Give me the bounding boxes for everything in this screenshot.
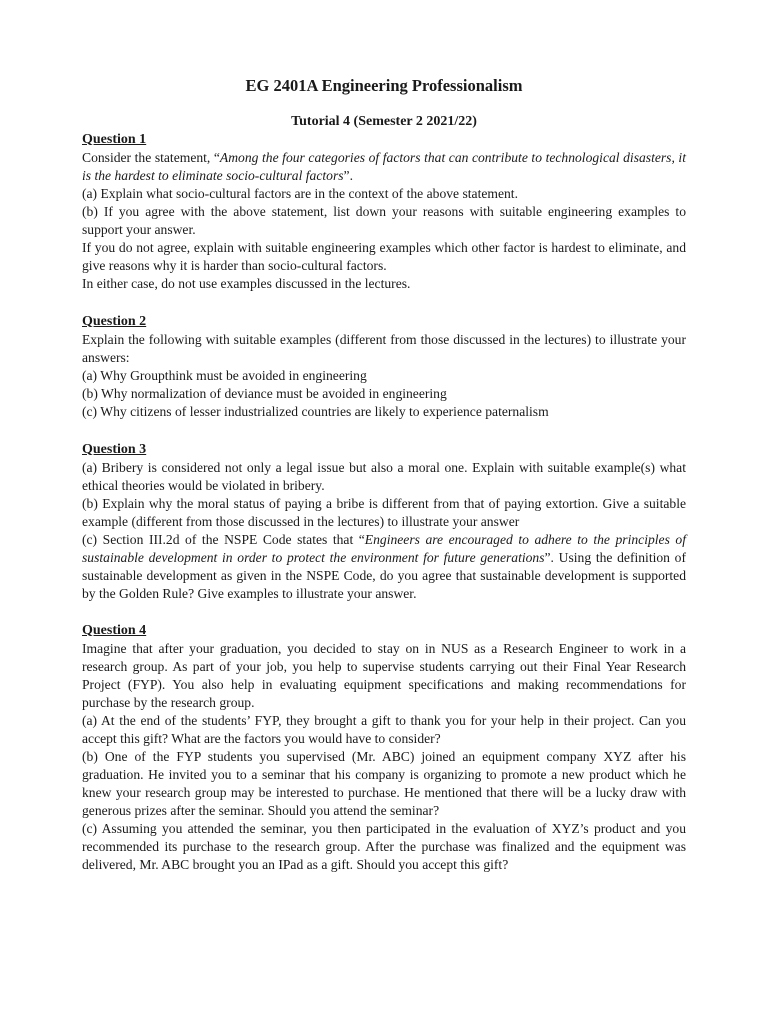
question-paragraph bbox=[82, 531, 686, 603]
quoted-text: Among the four categories of factors that can contribute to technological disasters, it is the hardest to eliminate socio-cultural factors bbox=[82, 150, 686, 183]
question-paragraph bbox=[82, 748, 686, 820]
question-paragraph bbox=[82, 367, 686, 385]
paragraph-text: (c) Why citizens of lesser industrialized countries are likely to experience paternalism bbox=[82, 404, 549, 419]
question-paragraph bbox=[82, 185, 686, 203]
document-subtitle: Tutorial 4 (Semester 2 2021/22) bbox=[291, 114, 477, 129]
question-section-1 bbox=[82, 131, 686, 293]
question-paragraph bbox=[82, 712, 686, 748]
question-paragraph bbox=[82, 820, 686, 874]
document-title: EG 2401A Engineering Professionalism bbox=[245, 76, 523, 95]
question-paragraph bbox=[82, 495, 686, 531]
question-paragraph bbox=[82, 331, 686, 367]
paragraph-text: In either case, do not use examples discussed in the lectures. bbox=[82, 276, 411, 291]
question-section-4 bbox=[82, 622, 686, 874]
paragraph-text: ”. bbox=[343, 168, 353, 183]
question-paragraph bbox=[82, 203, 686, 239]
question-paragraph bbox=[82, 275, 686, 293]
paragraph-text: (b) If you agree with the above statement, list down your reasons with suitable engineering examples to support your answer. bbox=[82, 204, 686, 237]
paragraph-text: (c) Section III.2d of the NSPE Code states that “ bbox=[82, 532, 365, 547]
paragraph-text: (b) One of the FYP students you supervised (Mr. ABC) joined an equipment company XYZ after his graduation. He invited you to a seminar that his company is organizing to promote a new product which he knew your research group may be interested to purchase. He mentioned that there will be a lucky draw with generous prizes after the seminar. Should you attend the seminar? bbox=[82, 749, 686, 818]
question-heading: Question 2 bbox=[82, 314, 147, 329]
paragraph-text: (a) Bribery is considered not only a legal issue but also a moral one. Explain with suitable example(s) what ethical theories would be violated in bribery. bbox=[82, 460, 686, 493]
question-paragraph bbox=[82, 385, 686, 403]
paragraph-text: ”. Using the definition of sustainable development as given in the NSPE Code, do you agree that sustainable development is supported by the Golden Rule? Give examples to illustrate your answer. bbox=[82, 550, 686, 601]
question-heading: Question 3 bbox=[82, 442, 147, 457]
paragraph-text: (a) Explain what socio-cultural factors are in the context of the above statement. bbox=[82, 186, 518, 201]
question-paragraph bbox=[82, 239, 686, 275]
question-heading: Question 1 bbox=[82, 132, 147, 147]
question-heading: Question 4 bbox=[82, 623, 147, 638]
question-section-2 bbox=[82, 313, 686, 421]
paragraph-text: If you do not agree, explain with suitable engineering examples which other factor is hardest to eliminate, and give reasons why it is harder than socio-cultural factors. bbox=[82, 240, 686, 273]
paragraph-text: Consider the statement, “ bbox=[82, 150, 220, 165]
paragraph-text: (c) Assuming you attended the seminar, you then participated in the evaluation of XYZ’s product and you recommended its purchase to the research group. After the purchase was finalized and the equipment was delivered, Mr. ABC brought you an IPad as a gift. Should you accept this gift? bbox=[82, 821, 686, 872]
paragraph-text: (b) Explain why the moral status of paying a bribe is different from that of paying extortion. Give a suitable example (different from those discussed in the lectures) to illustrate your answer bbox=[82, 496, 686, 529]
question-paragraph bbox=[82, 640, 686, 712]
question-paragraph bbox=[82, 149, 686, 185]
paragraph-text: Imagine that after your graduation, you decided to stay on in NUS as a Research Engineer to work in a research group. As part of your job, you help to supervise students carrying out their Final Year Research Project (FYP). You also help in evaluating equipment specifications and making recommendations for purchase by the research group. bbox=[82, 641, 686, 710]
question-section-3 bbox=[82, 441, 686, 603]
paragraph-text: (a) At the end of the students’ FYP, they brought a gift to thank you for your help in their project. Can you accept this gift? What are the factors you would have to consider? bbox=[82, 713, 686, 746]
paragraph-text: Explain the following with suitable examples (different from those discussed in the lectures) to illustrate your answers: bbox=[82, 332, 686, 365]
paragraph-text: (b) Why normalization of deviance must be avoided in engineering bbox=[82, 386, 447, 401]
quoted-text: Engineers are encouraged to adhere to the principles of sustainable development in order to protect the environment for future generations bbox=[82, 532, 686, 565]
question-paragraph bbox=[82, 459, 686, 495]
paragraph-text: (a) Why Groupthink must be avoided in engineering bbox=[82, 368, 367, 383]
question-paragraph bbox=[82, 403, 686, 421]
questions-container bbox=[82, 131, 686, 874]
